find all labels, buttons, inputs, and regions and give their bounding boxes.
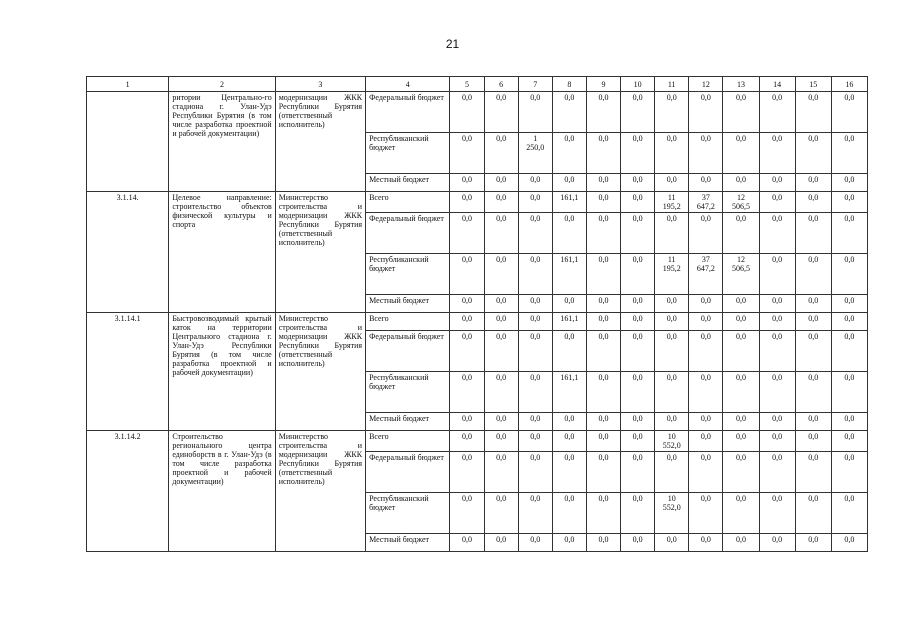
value-cell: 0,0 [831, 413, 867, 431]
value-cell: 0,0 [586, 372, 620, 413]
value-cell: 0,0 [484, 331, 518, 372]
value-cell: 0,0 [723, 295, 759, 313]
funding-source: Местный бюджет [366, 295, 450, 313]
value-cell: 0,0 [484, 133, 518, 174]
value-cell: 0,0 [586, 295, 620, 313]
value-cell: 0,0 [689, 493, 723, 534]
value-cell: 0,0 [621, 174, 655, 192]
funding-source: Республиканский бюджет [366, 133, 450, 174]
value-cell: 0,0 [831, 174, 867, 192]
value-cell: 0,0 [689, 372, 723, 413]
value-cell: 0,0 [586, 452, 620, 493]
value-cell: 12 506,5 [723, 254, 759, 295]
value-cell: 0,0 [621, 413, 655, 431]
value-cell: 11 195,2 [655, 192, 689, 213]
value-cell: 0,0 [621, 313, 655, 331]
value-cell: 0,0 [655, 331, 689, 372]
value-cell: 0,0 [723, 452, 759, 493]
item-code: 3.1.14. [87, 192, 169, 313]
value-cell: 0,0 [586, 213, 620, 254]
value-cell: 0,0 [518, 413, 552, 431]
value-cell: 0,0 [484, 534, 518, 552]
column-header-2: 2 [169, 77, 275, 92]
value-cell: 0,0 [450, 133, 484, 174]
item-code [87, 92, 169, 192]
value-cell: 0,0 [621, 493, 655, 534]
column-header-16: 16 [831, 77, 867, 92]
value-cell: 0,0 [831, 493, 867, 534]
value-cell: 0,0 [795, 213, 831, 254]
value-cell: 0,0 [552, 493, 586, 534]
value-cell: 0,0 [723, 313, 759, 331]
funding-source: Федеральный бюджет [366, 213, 450, 254]
value-cell: 161,1 [552, 192, 586, 213]
table-row [87, 313, 868, 331]
value-cell: 0,0 [723, 174, 759, 192]
funding-source: Местный бюджет [366, 534, 450, 552]
value-cell: 0,0 [723, 372, 759, 413]
value-cell: 0,0 [450, 213, 484, 254]
funding-source: Всего [366, 192, 450, 213]
column-header-7: 7 [518, 77, 552, 92]
value-cell: 0,0 [795, 452, 831, 493]
value-cell: 161,1 [552, 313, 586, 331]
value-cell: 0,0 [484, 213, 518, 254]
value-cell: 0,0 [831, 133, 867, 174]
value-cell: 0,0 [484, 192, 518, 213]
column-header-11: 11 [655, 77, 689, 92]
item-executor: Министерство строительства и модернизации ЖКК Республики Бурятия (ответственный исполнитель) [275, 192, 365, 313]
value-cell: 0,0 [450, 254, 484, 295]
value-cell: 0,0 [723, 92, 759, 133]
value-cell: 0,0 [795, 331, 831, 372]
value-cell: 0,0 [831, 534, 867, 552]
funding-source: Республиканский бюджет [366, 372, 450, 413]
value-cell: 0,0 [586, 493, 620, 534]
value-cell: 0,0 [689, 452, 723, 493]
column-header-10: 10 [621, 77, 655, 92]
item-name: ритории Центрально-го стадиона г. Улан-Удэ Республики Бурятия (в том числе разработка проектной и рабочей документации) [169, 92, 275, 192]
value-cell: 0,0 [689, 313, 723, 331]
value-cell: 0,0 [759, 174, 795, 192]
value-cell: 10 552,0 [655, 493, 689, 534]
funding-source: Местный бюджет [366, 413, 450, 431]
table-row [87, 431, 868, 452]
value-cell: 0,0 [795, 192, 831, 213]
value-cell: 0,0 [518, 313, 552, 331]
value-cell: 0,0 [689, 92, 723, 133]
value-cell: 0,0 [795, 534, 831, 552]
value-cell: 0,0 [723, 534, 759, 552]
column-header-12: 12 [689, 77, 723, 92]
value-cell: 0,0 [484, 92, 518, 133]
funding-source: Республиканский бюджет [366, 493, 450, 534]
value-cell: 0,0 [689, 133, 723, 174]
value-cell: 0,0 [689, 174, 723, 192]
value-cell: 0,0 [621, 331, 655, 372]
value-cell: 0,0 [552, 431, 586, 452]
column-header-6: 6 [484, 77, 518, 92]
value-cell: 0,0 [759, 534, 795, 552]
value-cell: 0,0 [795, 92, 831, 133]
value-cell: 0,0 [795, 133, 831, 174]
value-cell: 0,0 [795, 313, 831, 331]
value-cell: 0,0 [586, 192, 620, 213]
value-cell: 0,0 [689, 413, 723, 431]
value-cell: 0,0 [484, 295, 518, 313]
funding-source: Республиканский бюджет [366, 254, 450, 295]
page-number: 21 [445, 37, 460, 51]
value-cell: 0,0 [723, 133, 759, 174]
value-cell: 0,0 [484, 431, 518, 452]
funding-source: Местный бюджет [366, 174, 450, 192]
value-cell: 0,0 [655, 295, 689, 313]
value-cell: 10 552,0 [655, 431, 689, 452]
value-cell: 0,0 [621, 133, 655, 174]
value-cell: 0,0 [795, 413, 831, 431]
value-cell: 0,0 [518, 295, 552, 313]
value-cell: 0,0 [552, 295, 586, 313]
value-cell: 0,0 [586, 254, 620, 295]
value-cell: 0,0 [723, 213, 759, 254]
value-cell: 0,0 [795, 493, 831, 534]
value-cell: 0,0 [518, 534, 552, 552]
value-cell: 0,0 [484, 174, 518, 192]
value-cell: 0,0 [621, 372, 655, 413]
value-cell: 0,0 [831, 192, 867, 213]
value-cell: 0,0 [621, 213, 655, 254]
value-cell: 0,0 [586, 313, 620, 331]
item-code: 3.1.14.1 [87, 313, 169, 431]
value-cell: 0,0 [831, 295, 867, 313]
funding-source: Всего [366, 431, 450, 452]
value-cell: 0,0 [586, 92, 620, 133]
value-cell: 11 195,2 [655, 254, 689, 295]
value-cell: 0,0 [759, 413, 795, 431]
column-header-9: 9 [586, 77, 620, 92]
value-cell: 0,0 [484, 452, 518, 493]
value-cell: 0,0 [518, 192, 552, 213]
value-cell: 0,0 [759, 431, 795, 452]
value-cell: 0,0 [759, 254, 795, 295]
value-cell: 0,0 [552, 174, 586, 192]
item-code: 3.1.14.2 [87, 431, 169, 552]
value-cell: 0,0 [450, 431, 484, 452]
value-cell: 12 506,5 [723, 192, 759, 213]
value-cell: 0,0 [831, 372, 867, 413]
column-header-8: 8 [552, 77, 586, 92]
value-cell: 0,0 [655, 372, 689, 413]
value-cell: 0,0 [450, 192, 484, 213]
value-cell: 0,0 [655, 213, 689, 254]
value-cell: 0,0 [759, 213, 795, 254]
value-cell: 0,0 [484, 254, 518, 295]
item-executor: Министерство строительства и модернизации ЖКК Республики Бурятия (ответственный исполнитель) [275, 313, 365, 431]
funding-source: Федеральный бюджет [366, 92, 450, 133]
funding-source: Федеральный бюджет [366, 331, 450, 372]
value-cell: 0,0 [759, 493, 795, 534]
value-cell: 0,0 [795, 254, 831, 295]
value-cell: 0,0 [655, 313, 689, 331]
value-cell: 0,0 [484, 313, 518, 331]
value-cell: 0,0 [831, 331, 867, 372]
value-cell: 0,0 [795, 174, 831, 192]
value-cell: 161,1 [552, 254, 586, 295]
value-cell: 0,0 [450, 413, 484, 431]
value-cell: 0,0 [759, 192, 795, 213]
value-cell: 0,0 [552, 213, 586, 254]
value-cell: 0,0 [518, 213, 552, 254]
value-cell: 0,0 [586, 174, 620, 192]
item-executor: Министерство строительства и модернизации ЖКК Республики Бурятия (ответственный исполнитель) [275, 431, 365, 552]
value-cell: 37 647,2 [689, 254, 723, 295]
value-cell: 0,0 [621, 254, 655, 295]
value-cell: 0,0 [831, 213, 867, 254]
value-cell: 0,0 [450, 372, 484, 413]
value-cell: 0,0 [518, 254, 552, 295]
value-cell: 0,0 [689, 534, 723, 552]
value-cell: 0,0 [795, 372, 831, 413]
item-executor: модернизации ЖКК Республики Бурятия (ответственный исполнитель) [275, 92, 365, 192]
value-cell: 0,0 [795, 431, 831, 452]
value-cell: 0,0 [621, 534, 655, 552]
value-cell: 0,0 [450, 493, 484, 534]
value-cell: 0,0 [586, 413, 620, 431]
value-cell: 0,0 [450, 313, 484, 331]
value-cell: 0,0 [621, 452, 655, 493]
item-name: Быстровозводимый крытый каток на территории Центрального стадиона г. Улан-Удэ Республики Бурятия (в том числе разработка проектной и рабочей документации) [169, 313, 275, 431]
value-cell: 0,0 [518, 431, 552, 452]
value-cell: 0,0 [518, 174, 552, 192]
value-cell: 0,0 [586, 133, 620, 174]
value-cell: 0,0 [621, 192, 655, 213]
value-cell: 0,0 [518, 92, 552, 133]
value-cell: 0,0 [450, 92, 484, 133]
value-cell: 0,0 [723, 413, 759, 431]
item-name: Целевое направление: строительство объектов физической культуры и спорта [169, 192, 275, 313]
value-cell: 0,0 [831, 92, 867, 133]
column-header-15: 15 [795, 77, 831, 92]
value-cell: 0,0 [552, 413, 586, 431]
funding-source: Федеральный бюджет [366, 452, 450, 493]
value-cell: 0,0 [450, 331, 484, 372]
value-cell: 0,0 [450, 295, 484, 313]
value-cell: 0,0 [759, 295, 795, 313]
value-cell: 0,0 [759, 92, 795, 133]
value-cell: 0,0 [586, 331, 620, 372]
value-cell: 0,0 [552, 133, 586, 174]
value-cell: 0,0 [484, 413, 518, 431]
column-header-14: 14 [759, 77, 795, 92]
value-cell: 0,0 [689, 331, 723, 372]
value-cell: 0,0 [831, 452, 867, 493]
value-cell: 0,0 [518, 452, 552, 493]
value-cell: 0,0 [723, 431, 759, 452]
value-cell: 0,0 [586, 534, 620, 552]
value-cell: 0,0 [759, 372, 795, 413]
value-cell: 0,0 [552, 92, 586, 133]
column-header-5: 5 [450, 77, 484, 92]
value-cell: 0,0 [450, 452, 484, 493]
value-cell: 0,0 [655, 413, 689, 431]
value-cell: 0,0 [655, 174, 689, 192]
funding-source: Всего [366, 313, 450, 331]
value-cell: 0,0 [484, 372, 518, 413]
value-cell: 0,0 [723, 493, 759, 534]
column-header-3: 3 [275, 77, 365, 92]
value-cell: 0,0 [655, 92, 689, 133]
value-cell: 0,0 [689, 295, 723, 313]
value-cell: 0,0 [795, 295, 831, 313]
value-cell: 0,0 [831, 254, 867, 295]
value-cell: 0,0 [655, 534, 689, 552]
column-header-4: 4 [366, 77, 450, 92]
value-cell: 0,0 [723, 331, 759, 372]
value-cell: 37 647,2 [689, 192, 723, 213]
value-cell: 0,0 [518, 331, 552, 372]
column-header-1: 1 [87, 77, 169, 92]
value-cell: 0,0 [759, 331, 795, 372]
value-cell: 0,0 [552, 534, 586, 552]
value-cell: 0,0 [552, 452, 586, 493]
value-cell: 0,0 [552, 331, 586, 372]
item-name: Строительство регионального центра единоборств в г. Улан-Удэ (в том числе разработка проектной и рабочей документации) [169, 431, 275, 552]
value-cell: 0,0 [655, 133, 689, 174]
value-cell: 0,0 [484, 493, 518, 534]
value-cell: 1 250,0 [518, 133, 552, 174]
table-row [87, 92, 868, 133]
value-cell: 0,0 [689, 213, 723, 254]
value-cell: 0,0 [621, 431, 655, 452]
value-cell: 0,0 [586, 431, 620, 452]
budget-table [86, 76, 868, 552]
value-cell: 0,0 [450, 534, 484, 552]
value-cell: 0,0 [831, 431, 867, 452]
value-cell: 0,0 [518, 493, 552, 534]
table-row [87, 192, 868, 213]
value-cell: 0,0 [759, 452, 795, 493]
value-cell: 0,0 [450, 174, 484, 192]
value-cell: 0,0 [759, 313, 795, 331]
value-cell: 0,0 [518, 372, 552, 413]
value-cell: 161,1 [552, 372, 586, 413]
value-cell: 0,0 [621, 295, 655, 313]
value-cell: 0,0 [621, 92, 655, 133]
value-cell: 0,0 [689, 431, 723, 452]
value-cell: 0,0 [759, 133, 795, 174]
value-cell: 0,0 [655, 452, 689, 493]
header-row [87, 77, 868, 92]
column-header-13: 13 [723, 77, 759, 92]
value-cell: 0,0 [831, 313, 867, 331]
